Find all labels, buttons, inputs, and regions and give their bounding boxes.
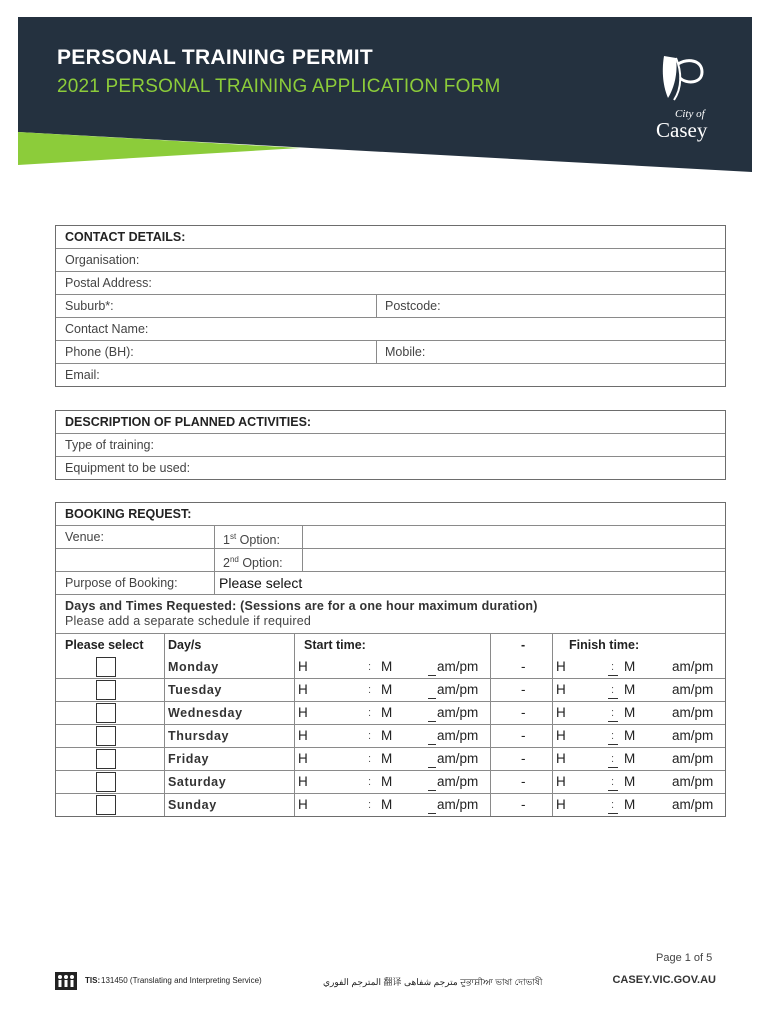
finish-ampm-field[interactable]: am/pm xyxy=(672,751,714,766)
row-dash: - xyxy=(521,797,526,812)
finish-hour-field[interactable]: H xyxy=(556,797,566,812)
col-days: Day/s xyxy=(168,638,202,652)
finish-hour-field[interactable]: H xyxy=(556,728,566,743)
finish-minute-field[interactable]: M xyxy=(624,682,636,697)
venue-option-1-input[interactable] xyxy=(302,526,725,548)
postcode-field[interactable]: Postcode: xyxy=(385,299,441,313)
day-name: Sunday xyxy=(168,798,217,812)
finish-minute-field[interactable]: M xyxy=(624,659,636,674)
start-minute-field[interactable]: M xyxy=(381,797,393,812)
start-minute-field[interactable]: M xyxy=(381,659,393,674)
start-colon: : xyxy=(368,753,372,765)
tis-description: 131450 (Translating and Interpreting Service) xyxy=(101,976,262,985)
row-dash: - xyxy=(521,705,526,720)
day-checkbox[interactable] xyxy=(96,703,116,723)
finish-colon: : xyxy=(611,776,615,788)
day-checkbox[interactable] xyxy=(96,795,116,815)
option2-sup: nd xyxy=(229,555,239,564)
start-hour-field[interactable]: H xyxy=(298,751,308,766)
start-ampm-field[interactable]: am/pm xyxy=(437,682,479,697)
schedule-row xyxy=(56,678,725,701)
mobile-field[interactable]: Mobile: xyxy=(385,345,426,359)
finish-minute-field[interactable]: M xyxy=(624,705,636,720)
col-please-select: Please select xyxy=(65,638,144,652)
finish-hour-field[interactable]: H xyxy=(556,705,566,720)
finish-minute-field[interactable]: M xyxy=(624,751,636,766)
email-field[interactable]: Email: xyxy=(65,368,100,382)
schedule-row xyxy=(56,747,725,770)
start-minute-field[interactable]: M xyxy=(381,705,393,720)
page-number: Page 1 of 5 xyxy=(656,952,713,964)
finish-hour-field[interactable]: H xyxy=(556,682,566,697)
start-minute-field[interactable]: M xyxy=(381,682,393,697)
start-hour-field[interactable]: H xyxy=(298,728,308,743)
finish-colon: : xyxy=(611,684,615,696)
finish-colon: : xyxy=(611,799,615,811)
option2-num: 2 xyxy=(223,556,230,571)
option1-text: Option: xyxy=(236,533,280,548)
day-checkbox[interactable] xyxy=(96,772,116,792)
finish-colon: : xyxy=(611,707,615,719)
day-name: Saturday xyxy=(168,775,227,789)
start-minute-field[interactable]: M xyxy=(381,728,393,743)
finish-ampm-field[interactable]: am/pm xyxy=(672,705,714,720)
start-ampm-field[interactable]: am/pm xyxy=(437,751,479,766)
finish-ampm-field[interactable]: am/pm xyxy=(672,797,714,812)
start-colon: : xyxy=(368,776,372,788)
row-dash: - xyxy=(521,728,526,743)
purpose-label: Purpose of Booking: xyxy=(65,576,178,590)
row-dash: - xyxy=(521,774,526,789)
website-link[interactable]: CASEY.VIC.GOV.AU xyxy=(612,974,716,986)
day-checkbox[interactable] xyxy=(96,680,116,700)
type-of-training-field[interactable]: Type of training: xyxy=(65,438,154,452)
activities-heading: DESCRIPTION OF PLANNED ACTIVITIES: xyxy=(65,415,312,429)
equipment-field[interactable]: Equipment to be used: xyxy=(65,461,191,475)
finish-ampm-field[interactable]: am/pm xyxy=(672,774,714,789)
start-hour-field[interactable]: H xyxy=(298,797,308,812)
purpose-select[interactable]: Please select xyxy=(219,575,303,591)
option2-text: Option: xyxy=(238,556,283,571)
contact-name-field[interactable]: Contact Name: xyxy=(65,322,149,336)
start-ampm-field[interactable]: am/pm xyxy=(437,659,479,674)
schedule-row xyxy=(56,770,725,793)
day-checkbox[interactable] xyxy=(96,749,116,769)
day-name: Wednesday xyxy=(168,706,243,720)
row-dash: - xyxy=(521,659,526,674)
booking-heading: BOOKING REQUEST: xyxy=(65,507,192,521)
finish-minute-field[interactable]: M xyxy=(624,774,636,789)
start-minute-field[interactable]: M xyxy=(381,751,393,766)
col-start-time: Start time: xyxy=(304,638,366,652)
venue-option-2-input[interactable] xyxy=(302,549,725,571)
finish-minute-field[interactable]: M xyxy=(624,728,636,743)
schedule-row xyxy=(56,656,725,678)
start-ampm-field[interactable]: am/pm xyxy=(437,705,479,720)
contact-heading: CONTACT DETAILS: xyxy=(65,230,186,244)
tis-label: TIS: xyxy=(85,976,101,985)
start-colon: : xyxy=(368,707,372,719)
row-dash: - xyxy=(521,682,526,697)
finish-minute-field[interactable]: M xyxy=(624,797,636,812)
col-dash: - xyxy=(521,638,526,652)
tis-languages: المترجم الفوري 翻译 مترجم شفاهی ਦੁਭਾਸ਼ੀਆ ভাষা দোভাষী xyxy=(323,977,543,987)
venue-option-2 xyxy=(214,549,304,571)
page-subtitle: 2021 PERSONAL TRAINING APPLICATION FORM xyxy=(57,76,501,97)
start-hour-field[interactable]: H xyxy=(298,659,308,674)
logo-city-of: City of xyxy=(675,108,705,120)
booking-section xyxy=(55,502,726,817)
venue-label: Venue: xyxy=(65,530,104,544)
separate-schedule-note: Please add a separate schedule if required xyxy=(65,614,312,628)
logo-casey: Casey xyxy=(656,118,708,142)
footer-bar xyxy=(55,972,724,990)
col-finish-time: Finish time: xyxy=(569,638,640,652)
start-colon: : xyxy=(368,684,372,696)
page-title: PERSONAL TRAINING PERMIT xyxy=(57,46,373,69)
day-name: Tuesday xyxy=(168,683,222,697)
finish-hour-field[interactable]: H xyxy=(556,774,566,789)
finish-hour-field[interactable]: H xyxy=(556,659,566,674)
schedule-row xyxy=(56,724,725,747)
schedule-row xyxy=(56,793,725,816)
row-dash: - xyxy=(521,751,526,766)
day-name: Friday xyxy=(168,752,210,766)
day-name: Monday xyxy=(168,660,219,674)
finish-colon: : xyxy=(611,753,615,765)
days-times-heading: Days and Times Requested: (Sessions are for a one hour maximum duration) xyxy=(65,599,538,613)
start-hour-field[interactable]: H xyxy=(298,705,308,720)
start-ampm-field[interactable]: am/pm xyxy=(437,728,479,743)
option1-num: 1 xyxy=(223,533,230,548)
start-hour-field[interactable]: H xyxy=(298,774,308,789)
finish-ampm-field[interactable]: am/pm xyxy=(672,728,714,743)
finish-colon: : xyxy=(611,661,615,673)
tis-people-icon xyxy=(55,972,77,990)
day-checkbox[interactable] xyxy=(96,657,116,677)
day-name: Thursday xyxy=(168,729,230,743)
suburb-field[interactable]: Suburb*: xyxy=(65,299,114,313)
finish-ampm-field[interactable]: am/pm xyxy=(672,682,714,697)
option1-sup: st xyxy=(229,532,237,541)
finish-colon: : xyxy=(611,730,615,742)
postal-address-field[interactable]: Postal Address: xyxy=(65,276,152,290)
activities-section xyxy=(55,410,726,480)
phone-bh-field[interactable]: Phone (BH): xyxy=(65,345,134,359)
venue-option-1 xyxy=(214,526,304,548)
start-colon: : xyxy=(368,661,372,673)
contact-details-section xyxy=(55,225,726,387)
finish-ampm-field[interactable]: am/pm xyxy=(672,659,714,674)
start-colon: : xyxy=(368,730,372,742)
organisation-field[interactable]: Organisation: xyxy=(65,253,140,267)
start-minute-field[interactable]: M xyxy=(381,774,393,789)
start-ampm-field[interactable]: am/pm xyxy=(437,774,479,789)
finish-hour-field[interactable]: H xyxy=(556,751,566,766)
start-ampm-field[interactable]: am/pm xyxy=(437,797,479,812)
start-colon: : xyxy=(368,799,372,811)
start-hour-field[interactable]: H xyxy=(298,682,308,697)
schedule-row xyxy=(56,701,725,724)
day-checkbox[interactable] xyxy=(96,726,116,746)
